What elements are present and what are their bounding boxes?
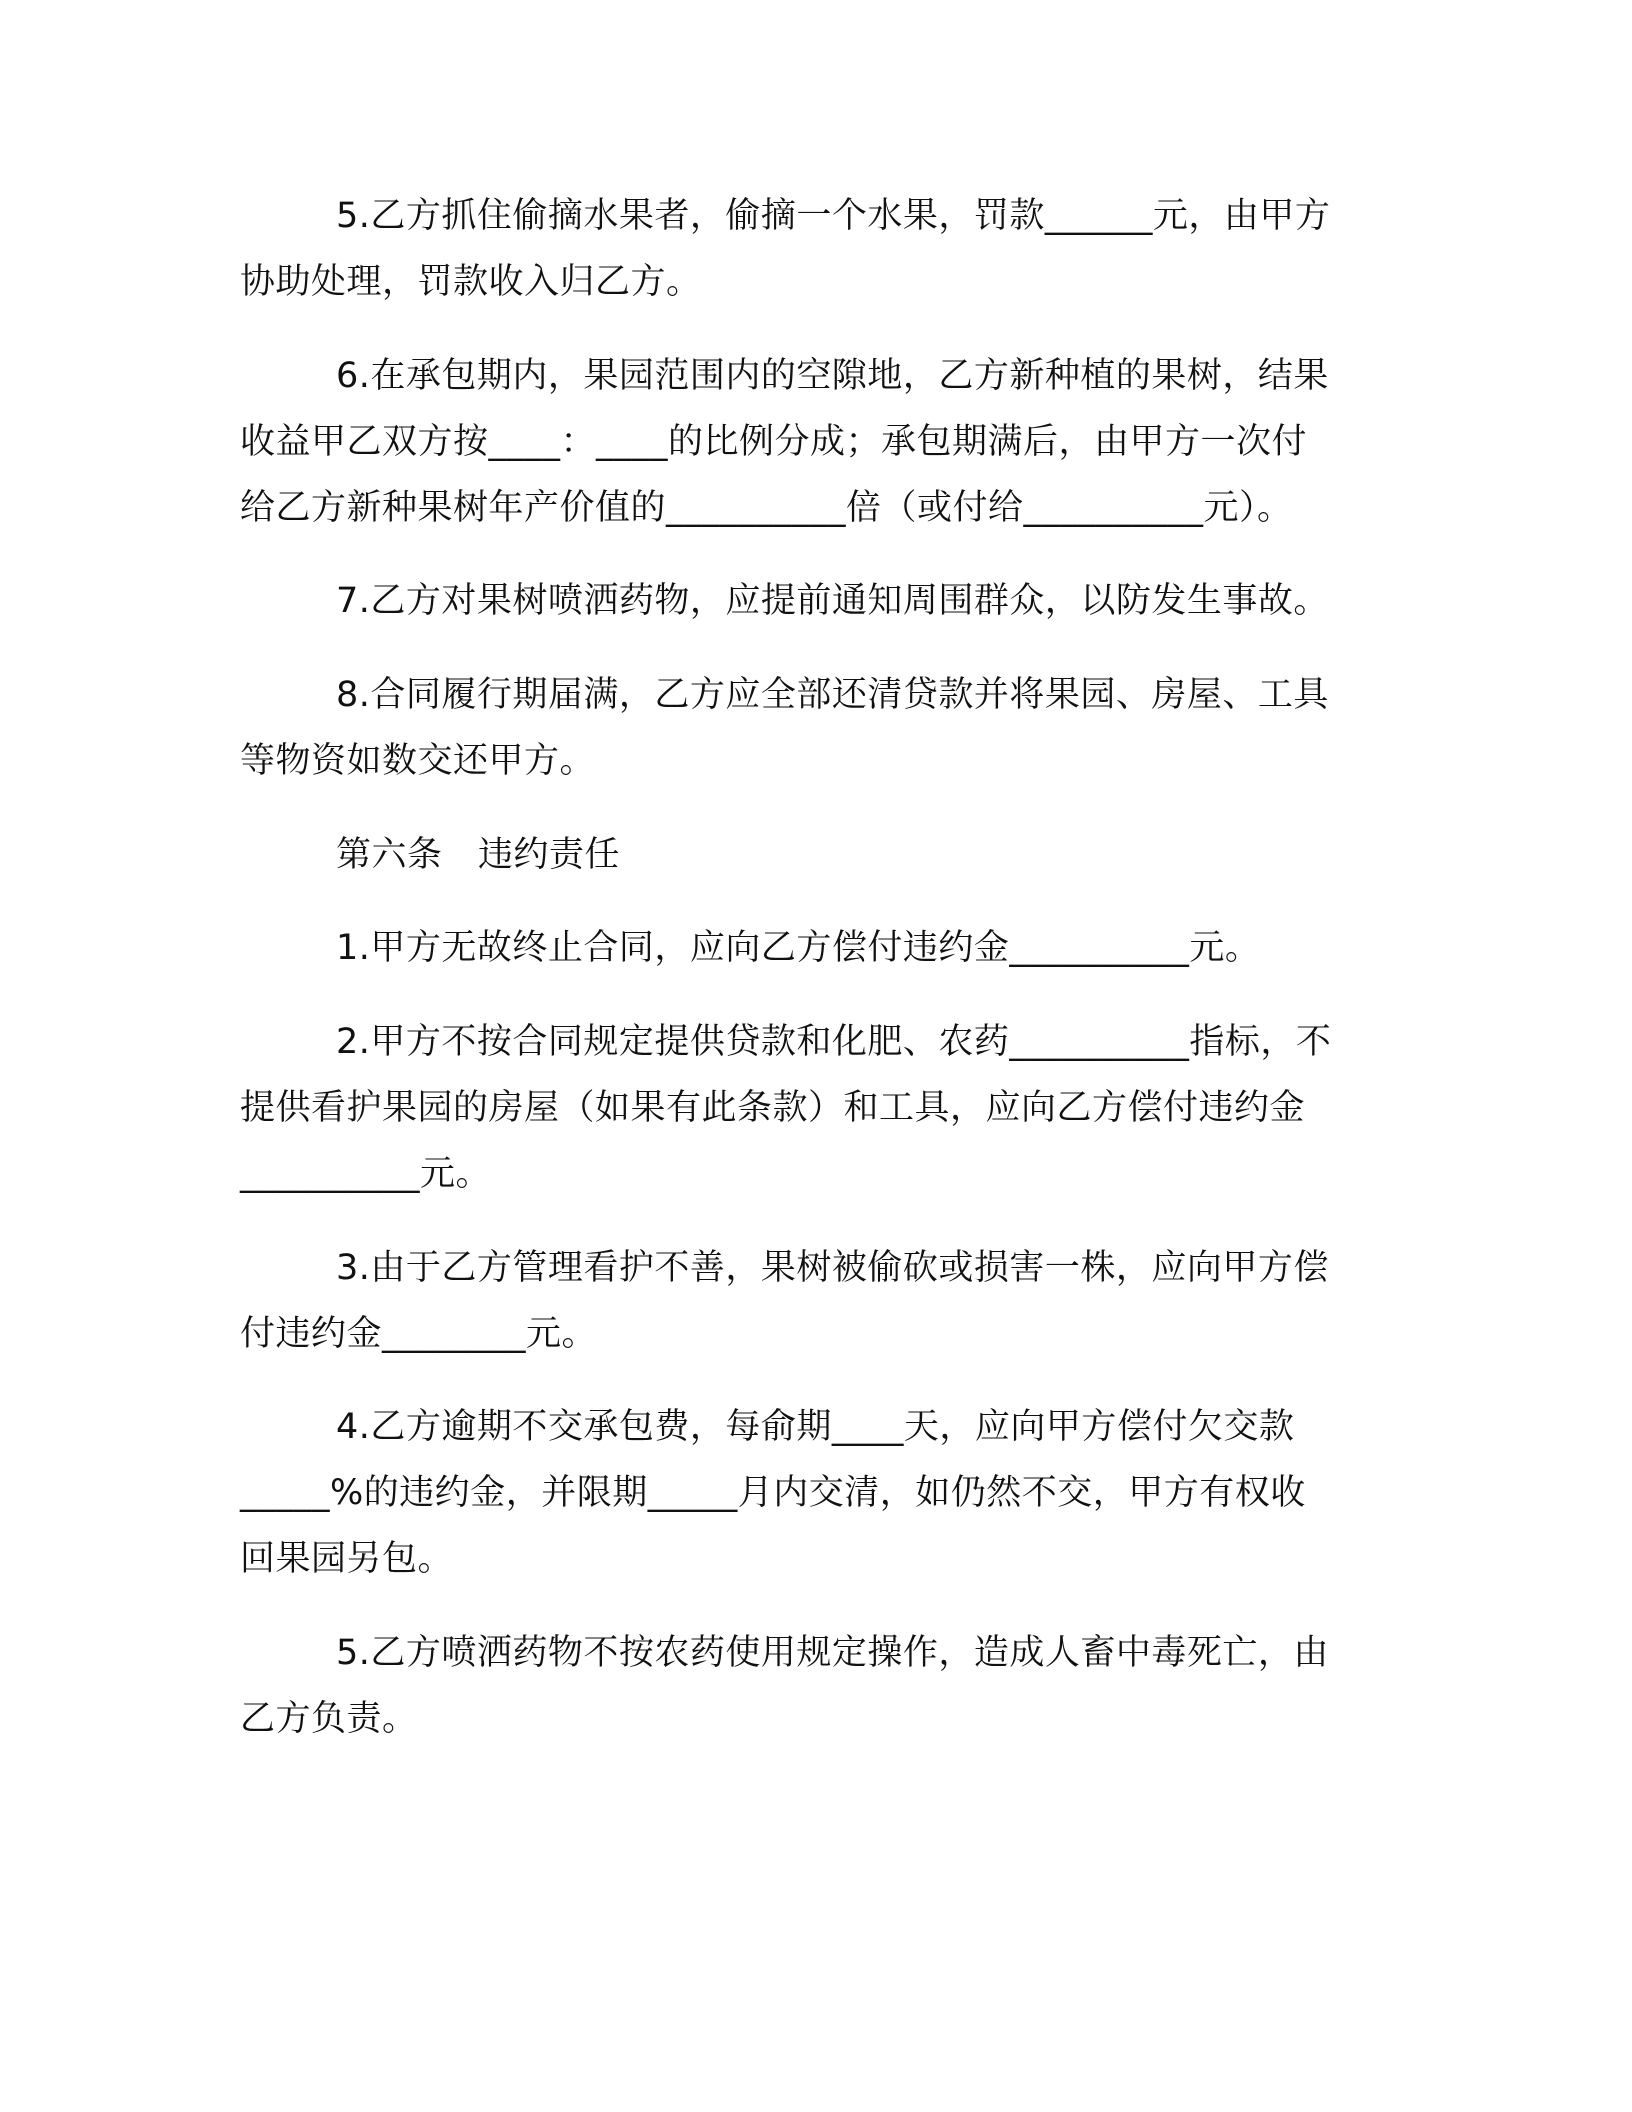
paragraph-line: 6.在承包期内，果园范围内的空隙地，乙方新种植的果树，结果 bbox=[336, 356, 1329, 396]
liability-item-5 bbox=[240, 1620, 1390, 1752]
paragraph-line: 5.乙方抓住偷摘水果者，偷摘一个水果，罚款______元，由甲方 bbox=[336, 196, 1331, 236]
liability-item-2 bbox=[240, 1009, 1390, 1207]
clause-paragraph-7-spraying-notice bbox=[240, 568, 1390, 634]
paragraph-line: __________元。 bbox=[240, 1154, 492, 1194]
paragraph-line: 协助处理，罚款收入归乙方。 bbox=[240, 262, 702, 302]
paragraph-line: 3.由于乙方管理看护不善，果树被偷砍或损害一株，应向甲方偿 bbox=[336, 1248, 1329, 1288]
paragraph-line: 付违约金________元。 bbox=[240, 1314, 598, 1354]
paragraph-line: 回果园另包。 bbox=[240, 1539, 454, 1579]
paragraph-line: 7.乙方对果树喷洒药物，应提前通知周围群众，以防发生事故。 bbox=[336, 581, 1329, 621]
paragraph-line: 4.乙方逾期不交承包费，每俞期____天，应向甲方偿付欠交款 bbox=[336, 1407, 1295, 1447]
liability-item-4 bbox=[240, 1394, 1390, 1592]
paragraph-line: 5.乙方喷洒药物不按农药使用规定操作，造成人畜中毒死亡，由 bbox=[336, 1633, 1329, 1673]
paragraph-line: 提供看护果园的房屋（如果有此条款）和工具，应向乙方偿付违约金 bbox=[240, 1088, 1306, 1128]
paragraph-line: 给乙方新种果树年产价值的__________倍（或付给__________元）。 bbox=[240, 488, 1293, 528]
paragraph-line: 收益甲乙双方按____：____的比例分成；承包期满后，由甲方一次付 bbox=[240, 422, 1308, 462]
clause-paragraph-8-return-assets bbox=[240, 662, 1390, 794]
clause-paragraph-5-theft-penalty bbox=[240, 183, 1390, 315]
liability-item-3 bbox=[240, 1235, 1390, 1367]
paragraph-line: _____%的违约金，并限期_____月内交清，如仍然不交，甲方有权收 bbox=[240, 1473, 1306, 1513]
paragraph-line: 1.甲方无故终止合同，应向乙方偿付违约金__________元。 bbox=[336, 928, 1261, 968]
liability-item-1 bbox=[240, 915, 1390, 981]
clause-paragraph-6-new-trees bbox=[240, 343, 1390, 541]
paragraph-line: 2.甲方不按合同规定提供贷款和化肥、农药__________指标，不 bbox=[336, 1022, 1332, 1062]
paragraph-line: 乙方负责。 bbox=[240, 1699, 418, 1739]
paragraph-line: 8.合同履行期届满，乙方应全部还清贷款并将果园、房屋、工具 bbox=[336, 675, 1329, 715]
section-heading: 第六条 违约责任 bbox=[336, 835, 621, 875]
paragraph-line: 等物资如数交还甲方。 bbox=[240, 741, 596, 781]
article-six-heading bbox=[240, 822, 1390, 888]
